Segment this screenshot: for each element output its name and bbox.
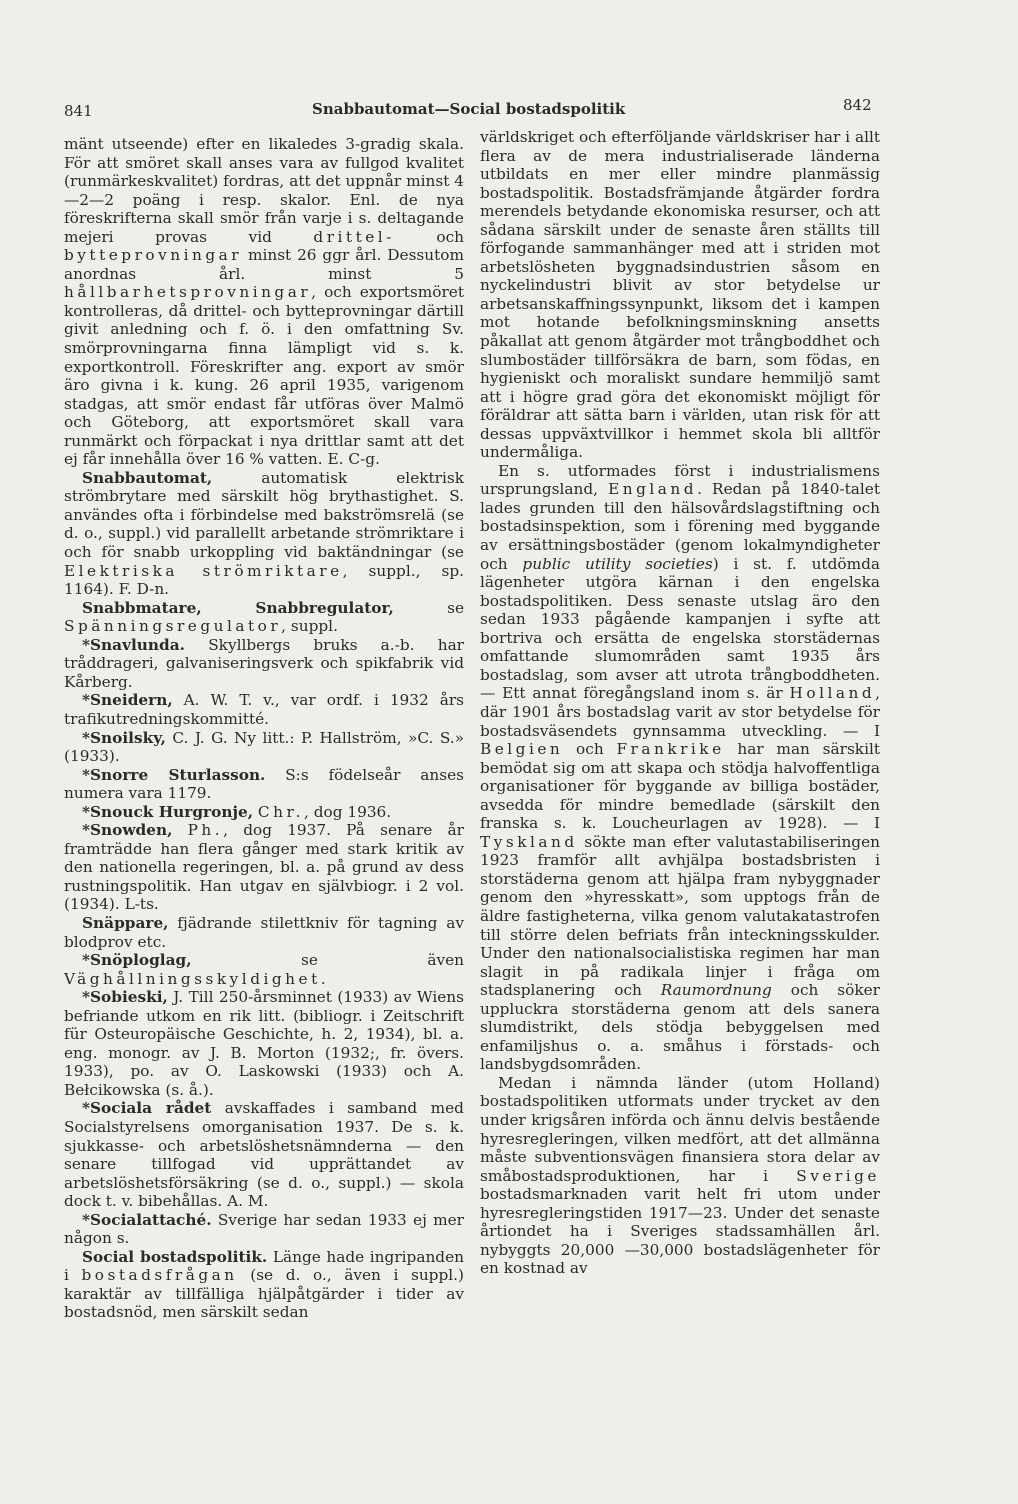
housing-policy-paragraph-2: En s. utformades först i industrialismens ursprungsland, England. Redan på 1840-talet lades grunden till den hälsovårdslagstiftning och bostadsinspektion, som i förening med byggande av ersättningsbostäder (genom lokalmyndigheter och public utility societies) i st. f. utdömda lägenheter utgöra kärnan i den engelska bostadspolitiken. Dess senaste utslag äro den sedan 1933 pågående kampanjen i syfte att bortriva och ersätta de engelska storstädernas omfattande slumområden samt 1935 års bostadslag, som avser att utrota trångboddheten. — Ett annat föregångsland inom s. är Holland, där 1901 års bostadslag varit av stor betydelse för bostadsväsendets gynnsamma utveckling. — I Belgien och Frankrike har man särskilt bemödat sig om att skapa och stödja halvoffentliga organisationer för byggande av billiga bostäder, avsedda för mindre bemedlade (särskilt den franska s. k. Loucheurlagen av 1928). — I Tyskland sökte man efter valutastabiliseringen 1923 framför allt avhjälpa bostadsbristen i storstäderna genom att hjälpa fram nybyggnader genom den »hyresskatt», som upptogs från de äldre fastigheterna, vilka genom valutakatastrofen till större delen befriats från inteckningsskulder. Under den nationalsocialistiska regimen har man slagit in på radikala linjer i fråga om stadsplanering och Raumordnung och söker uppluckra storstäderna genom att dels sanera slumdistrikt, dels stödja bebyggelsen med enfamiljshus o. a. småhus i förstads- och landsbygdsområden. [480,461,881,1074]
entry-sneidern: *Sneidern, A. W. T. v., var ordf. i 1932 års trafikutredningskommitté. [64,691,464,728]
signature: E. C-g. [327,450,380,469]
entry-snabbautomat: Snabbautomat, automatisk elektrisk strömbrytare med särskilt hög brythastighet. S. användes ofta i förbindelse med bakströmsrelä (se d. o., suppl.) vid parallellt arbetande strömriktare i och för snabb urkoppling vid baktändningar (se Elektriska strömriktare, suppl., sp. 1164). F. D-n. [64,468,465,599]
entry-snouck-hurgronje: *Snouck Hurgronje, Chr., dog 1936. [82,802,392,821]
entry-snoploglag: *Snöploglag, se även Väghållningsskyldighet. [64,951,464,988]
entry-headword: *Socialattaché. [82,1210,212,1229]
entry-snappare: Snäppare, fjädrande stilettkniv för tagning av blodprov etc. [64,913,464,951]
entry-headword: *Snouck Hurgronje, [82,802,254,821]
page-number-right: 842 [843,96,872,114]
entry-social-bostadspolitik: Social bostadspolitik. Länge hade ingripanden i bostadsfrågan (se d. o., även i suppl.) karaktär av tillfälliga hjälpåtgärder i tider av bostadsnöd, men särskilt sedan [64,1247,464,1322]
housing-policy-paragraph-1: världskriget och efterföljande världskriser har i allt flera av de mera industrialiserade länderna utbildats en mer eller mindre planmässig bostadspolitik. Bostadsfrämjande åtgärder fordra merendels betydande ekonomiska resurser, och att sådana särskilt under de senaste åren ställts till förfogande sammanhänger med att i striden mot arbetslösheten byggnadsindustrien såsom en nyckelindustri blivit av stor betydelse ur arbetsanskaffningssynpunkt, liksom det i kampen mot hotande befolkningsminskning ansetts påkallat att genom åtgärder mot trångboddhet och slumbostäder tillförsäkra de barn, som födas, en hygieniskt och moraliskt sundare hemmiljö samt att i högre grad göra det ekonomiskt möjligt för föräldrar att sätta barn i världen, utan risk för att dessas uppväxtvillkor i hemmet skola bli alltför undermåliga. [480,128,880,462]
signature: A. M. [227,1192,269,1211]
entry-snoilsky: *Snoilsky, C. J. G. Ny litt.: P. Hallström, »C. S.» (1933). [64,728,464,766]
entry-socialattache: *Socialattaché. Sverige har sedan 1933 ej mer någon s. [64,1210,464,1248]
entry-headword: Snabbautomat, [82,468,213,487]
entry-headword: *Snorre Sturlasson. [82,765,266,784]
signature: L-ts. [124,895,159,914]
entry-headword: *Sneidern, [82,691,173,710]
entry-snowden: *Snowden, Ph., dog 1937. På senare år framträdde han flera gånger med stark kritik av den nationella regeringen, bl. a. på grund av dess rustningspolitik. Han utgav en självbiogr. i 2 vol. (1934). L-ts. [64,821,464,914]
entry-headword: *Snowden, [82,821,173,840]
entry-headword: *Sociala rådet [82,1099,212,1118]
entry-snabbmatare: Snabbmatare, Snabbregulator, se Spänningsregulator, suppl. [64,598,464,636]
entry-headword: *Snoilsky, [82,728,166,747]
entry-snorre-sturlasson: *Snorre Sturlasson. S:s födelseår anses numera vara 1179. [64,765,464,803]
entry-headword: Social bostadspolitik. [82,1247,268,1266]
housing-policy-paragraph-3: Medan i nämnda länder (utom Holland) bostadspolitiken utformats under trycket av den under krigsåren införda och ännu delvis bestående hyresregleringen, vilken medfört, att det allmänna måste subventionsvägen finansiera stora delar av småbostadsproduktionen, har i Sverige bostadsmarknaden varit helt fri utom under hyresregleringstiden 1917—23. Under det senaste årtiondet ha i Sveriges stadssamhällen årl. nybyggts 20,000 —30,000 bostadslägenheter för en kostnad av [480,1073,880,1278]
entry-snavlunda: *Snavlunda. Skyllbergs bruks a.-b. har tråddrageri, galvaniseringsverk och spikfabrik vid Kårberg. [64,635,464,691]
page-number-left: 841 [64,102,93,120]
running-header: Snabbautomat—Social bostadspolitik [312,100,626,118]
right-column [480,128,880,1278]
entry-sociala-radet: *Sociala rådet avskaffades i samband med Socialstyrelsens omorganisation 1937. De s. k. sjukkasse- och arbetslöshetsnämnderna — den senare tillfogad vid upprättandet av arbetslöshetsförsäkring (se d. o., suppl.) — skola dock t. v. bibehållas. A. M. [64,1099,464,1211]
entry-headword: *Snavlunda. [82,635,185,654]
entry-headword: *Sobieski, [82,988,168,1007]
signature: F. D-n. [118,580,170,599]
entry-headword: Snäppare, [82,913,169,932]
entry-headword: Snabbmatare, Snabbregulator, [82,598,394,617]
entry-headword: *Snöploglag, [82,951,192,970]
entry-sobieski: *Sobieski, J. Till 250-årsminnet (1933) av Wiens befriande utkom en rik litt. (bibliogr. i Zeitschrift für Osteuropäische Geschichte, h. 2, 1934), bl. a. eng. monogr. av J. B. Morton (1932;, fr. övers. 1933), po. av O. Laskowski (1933) och A. Bełcikowska (s. å.). [64,988,464,1099]
butter-grading-paragraph: mänt utseende) efter en likaledes 3-gradig skala. För att smöret skall anses vara av fullgod kvalitet (runmärkeskvalitet) fordras, att det uppnår minst 4—2—2 poäng i resp. skalor. Enl. de nya föreskrifterna skall smör från varje i s. deltagande mejeri provas vid drittel- och bytteprovningar minst 26 ggr årl. Dessutom anordnas årl. minst 5 hållbarhetsprovningar, och exportsmöret kontrolleras, då drittel- och bytteprovningar därtill givit anledning och f. ö. i den omfattning Sv. smörprovningarna finna lämpligt vid s. k. exportkontroll. Föreskrifter ang. export av smör äro givna i k. kung. 26 april 1935, varigenom stadgas, att smör endast får utföras över Malmö och Göteborg, att exportsmöret skall vara runmärkt och förpackat i nya drittlar samt att det ej får innehålla över 16 % vatten. E. C-g. [64,135,464,469]
left-column [64,135,464,1322]
